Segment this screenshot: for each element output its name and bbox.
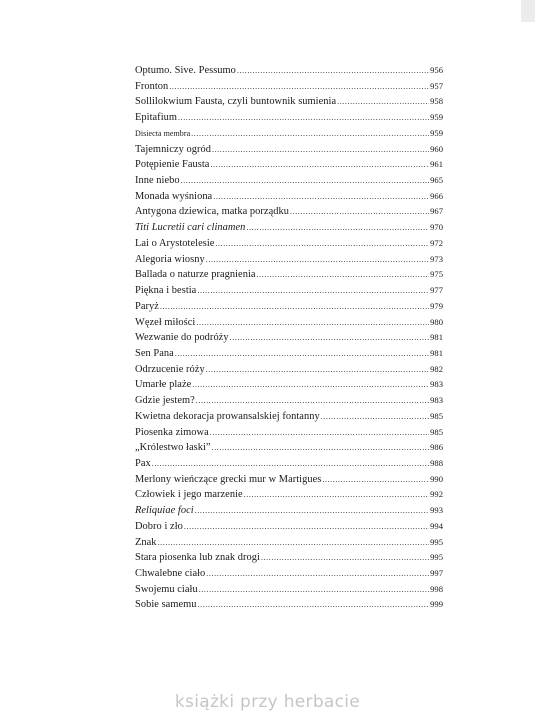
toc-entry-page-number: 960 — [430, 143, 443, 154]
toc-entry-title: Piękna i bestia — [135, 285, 197, 297]
toc-entry-page-number: 997 — [430, 568, 443, 578]
toc-entry-page-number: 985 — [430, 410, 443, 421]
toc-entry-title: Ballada o naturze pragnienia — [135, 269, 256, 281]
toc-entry — [135, 330, 443, 346]
toc-entry — [135, 126, 443, 142]
toc-dot-leader — [290, 204, 429, 220]
toc-entry-page-number: 986 — [430, 442, 443, 453]
toc-entry-title: Optumo. Sive. Pessumo — [135, 65, 236, 76]
toc-dot-leader — [192, 377, 429, 393]
toc-dot-leader — [181, 173, 429, 189]
toc-dot-leader — [206, 252, 429, 268]
toc-entry-title: Znak — [135, 536, 157, 548]
toc-entry-page-number: 983 — [430, 379, 443, 390]
page-corner — [521, 0, 535, 22]
toc-entry — [135, 94, 443, 110]
toc-entry-page-number: 967 — [430, 206, 443, 217]
toc-dot-leader — [158, 535, 430, 551]
toc-dot-leader — [152, 456, 429, 472]
toc-entry-page-number: 995 — [430, 536, 443, 547]
toc-entry — [135, 220, 443, 236]
toc-dot-leader — [257, 267, 430, 283]
table-of-contents — [135, 63, 443, 613]
toc-entry-title: Piosenka zimowa — [135, 426, 209, 438]
toc-dot-leader — [210, 425, 429, 441]
toc-entry-title: Człowiek i jego marzenie — [135, 489, 243, 501]
toc-entry — [135, 440, 443, 456]
toc-entry-title: Tajemniczy ogród — [135, 143, 211, 155]
toc-entry — [135, 110, 443, 126]
toc-entry-title: Swojemu ciału — [135, 583, 198, 595]
toc-entry — [135, 550, 443, 566]
toc-entry-page-number: 981 — [430, 347, 443, 358]
toc-entry — [135, 535, 443, 551]
toc-entry-page-number: 973 — [430, 253, 443, 264]
toc-entry — [135, 425, 443, 441]
toc-dot-leader — [237, 63, 429, 79]
toc-entry — [135, 409, 443, 425]
toc-entry — [135, 283, 443, 299]
toc-entry-page-number: 990 — [430, 473, 443, 484]
toc-entry-page-number: 979 — [430, 300, 443, 311]
toc-entry — [135, 503, 443, 519]
toc-dot-leader — [230, 330, 430, 346]
toc-entry — [135, 189, 443, 205]
toc-entry-title: Fronton — [135, 80, 169, 92]
toc-entry-title: Alegoria wiosny — [135, 253, 205, 265]
toc-entry — [135, 519, 443, 535]
toc-dot-leader — [212, 142, 429, 158]
toc-dot-leader — [197, 283, 429, 299]
toc-entry-title: Paryż — [135, 300, 159, 312]
toc-entry — [135, 267, 443, 283]
toc-entry — [135, 299, 443, 315]
toc-entry — [135, 204, 443, 220]
toc-entry-page-number: 981 — [430, 332, 443, 343]
toc-entry-page-number: 957 — [430, 80, 443, 91]
toc-entry-title: Gdzie jestem? — [135, 395, 195, 407]
toc-entry-page-number: 958 — [430, 96, 443, 107]
toc-entry-page-number: 983 — [430, 395, 443, 406]
toc-entry — [135, 142, 443, 158]
toc-entry-page-number: 988 — [430, 457, 443, 468]
toc-entry-title: Titi Lucretii cari clinamen — [135, 222, 246, 234]
toc-dot-leader — [195, 503, 429, 519]
toc-dot-leader — [322, 472, 429, 488]
toc-dot-leader — [206, 566, 429, 582]
toc-entry-page-number: 993 — [430, 505, 443, 516]
toc-entry-page-number: 965 — [430, 175, 443, 186]
toc-entry-title: Chwalebne ciało — [135, 568, 206, 579]
toc-dot-leader — [212, 440, 430, 456]
toc-entry — [135, 315, 443, 331]
toc-entry-page-number: 980 — [430, 316, 443, 327]
toc-entry-title: Sobie samemu — [135, 599, 197, 611]
toc-entry-page-number: 999 — [430, 599, 443, 610]
toc-entry — [135, 393, 443, 409]
toc-entry-title: Monada wyśniona — [135, 190, 213, 202]
toc-entry — [135, 456, 443, 472]
toc-entry — [135, 487, 443, 503]
toc-entry — [135, 157, 443, 173]
toc-entry — [135, 236, 443, 252]
toc-entry — [135, 472, 443, 488]
toc-dot-leader — [160, 299, 429, 315]
toc-entry-title: Odrzucenie róży — [135, 363, 205, 375]
toc-entry-page-number: 995 — [430, 552, 443, 563]
toc-dot-leader — [175, 346, 429, 362]
toc-entry-title: Antygona dziewica, matka porządku — [135, 206, 289, 218]
toc-dot-leader — [321, 409, 429, 425]
toc-entry-page-number: 975 — [430, 269, 443, 280]
toc-entry-title: Sen Pana — [135, 347, 174, 359]
toc-entry-title: Merlony wieńczące grecki mur w Martigues — [135, 473, 322, 485]
toc-dot-leader — [210, 157, 429, 173]
toc-dot-leader — [215, 236, 429, 252]
toc-dot-leader — [178, 110, 429, 126]
toc-entry-title: Węzeł miłości — [135, 316, 196, 328]
toc-entry-title: „Królestwo łaski” — [135, 442, 211, 454]
toc-entry-page-number: 982 — [430, 363, 443, 374]
toc-dot-leader — [169, 79, 429, 95]
toc-entry-title: Lai o Arystotelesie — [135, 237, 215, 249]
toc-entry — [135, 362, 443, 378]
toc-dot-leader — [196, 315, 429, 331]
toc-dot-leader — [206, 362, 429, 378]
toc-dot-leader — [198, 597, 430, 613]
toc-entry — [135, 252, 443, 268]
toc-entry-page-number: 959 — [430, 112, 443, 123]
toc-entry-page-number: 961 — [430, 159, 443, 170]
toc-entry-title: Stara piosenka lub znak drogi — [135, 552, 260, 564]
toc-entry-title: Pax — [135, 457, 151, 469]
toc-dot-leader — [337, 94, 429, 110]
toc-entry-title: Epitafium — [135, 112, 178, 124]
toc-entry-title: Wezwanie do podróży — [135, 332, 229, 344]
toc-dot-leader — [213, 189, 429, 205]
toc-entry — [135, 79, 443, 95]
toc-entry-page-number: 959 — [430, 127, 443, 138]
toc-entry-page-number: 966 — [430, 190, 443, 201]
toc-entry — [135, 566, 443, 582]
toc-entry-page-number: 998 — [430, 583, 443, 594]
toc-entry-title: Inne niebo — [135, 175, 180, 187]
toc-dot-leader — [184, 519, 429, 535]
toc-dot-leader — [246, 220, 429, 236]
toc-dot-leader — [261, 550, 429, 566]
toc-entry-page-number: 985 — [430, 426, 443, 437]
toc-entry-title: Reliquiae foci — [135, 505, 194, 517]
toc-entry — [135, 63, 443, 79]
toc-dot-leader — [191, 126, 429, 142]
toc-entry-title: Dobro i zło — [135, 520, 183, 532]
toc-entry-page-number: 994 — [430, 520, 443, 531]
toc-entry — [135, 377, 443, 393]
toc-entry — [135, 173, 443, 189]
toc-entry-page-number: 970 — [430, 222, 443, 233]
toc-entry-title: Potępienie Fausta — [135, 159, 210, 171]
toc-entry-page-number: 992 — [430, 489, 443, 500]
toc-entry-page-number: 972 — [430, 237, 443, 248]
toc-entry — [135, 582, 443, 598]
toc-entry-title: Disiecta membra — [135, 128, 191, 138]
toc-entry-title: Umarłe plaże — [135, 379, 192, 391]
toc-entry-title: Kwietna dekoracja prowansalskiej fontanny — [135, 410, 320, 422]
toc-entry-title: Sollilokwium Fausta, czyli buntownik sumienia — [135, 96, 337, 108]
watermark: książki przy herbacie — [174, 692, 361, 712]
toc-entry — [135, 597, 443, 613]
toc-dot-leader — [196, 393, 429, 409]
toc-dot-leader — [244, 487, 429, 503]
toc-entry-page-number: 977 — [430, 285, 443, 296]
toc-entry — [135, 346, 443, 362]
toc-entry-page-number: 956 — [430, 65, 443, 75]
toc-dot-leader — [199, 582, 429, 598]
